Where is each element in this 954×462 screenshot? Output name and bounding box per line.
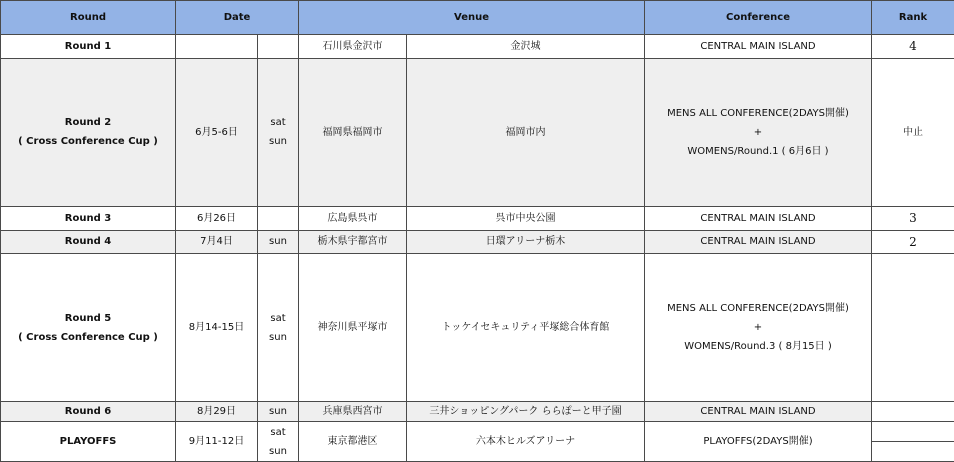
venue-cell: 金沢城 <box>407 35 645 59</box>
conference-cell <box>645 402 872 422</box>
round-label: Round 1 <box>65 41 111 52</box>
round-cell <box>1 254 176 402</box>
header-venue: Venue <box>299 1 645 35</box>
conference-label: CENTRAL MAIN ISLAND <box>700 41 815 52</box>
prefecture-cell: 栃木県宇都宮市 <box>299 230 407 254</box>
conference-label: CENTRAL MAIN ISLAND <box>700 406 815 417</box>
conference-label: PLAYOFFS(2DAYS開催) <box>703 436 812 447</box>
header-row <box>1 1 954 35</box>
round-cell <box>1 422 176 462</box>
conference-cell <box>645 206 872 230</box>
day-cell: sun <box>258 402 299 422</box>
date-cell: 8月29日 <box>176 402 258 422</box>
conference-plus: + <box>647 318 869 337</box>
conference-plus: + <box>647 123 869 142</box>
round-cell <box>1 402 176 422</box>
day-cell: sat sun <box>258 58 299 206</box>
table-row <box>1 254 954 402</box>
date-cell <box>176 35 258 59</box>
round-sublabel: ( Cross Conference Cup ) <box>3 328 173 347</box>
day-cell <box>258 35 299 59</box>
round-cell <box>1 35 176 59</box>
table-row <box>1 230 954 254</box>
header-rank: Rank <box>872 1 954 35</box>
prefecture-cell: 神奈川県平塚市 <box>299 254 407 402</box>
conference-label: CENTRAL MAIN ISLAND <box>700 236 815 247</box>
conference-cell <box>645 58 872 206</box>
table-row <box>1 58 954 206</box>
round-label: PLAYOFFS <box>60 436 117 447</box>
conference-cell <box>645 422 872 462</box>
header-round: Round <box>1 1 176 35</box>
day-cell: sat sun <box>258 254 299 402</box>
venue-cell: 三井ショッピングパーク ららぽーと甲子園 <box>407 402 645 422</box>
date-cell: 6月26日 <box>176 206 258 230</box>
rank-cell-bottom <box>872 442 954 462</box>
venue-cell: トッケイセキュリティ平塚総合体育館 <box>407 254 645 402</box>
date-cell: 9月11-12日 <box>176 422 258 462</box>
table-row <box>1 422 954 442</box>
venue-cell: 六本木ヒルズアリーナ <box>407 422 645 462</box>
round-cell <box>1 206 176 230</box>
rank-cell: 中止 <box>872 58 954 206</box>
rank-cell: 4 <box>872 35 954 59</box>
day-cell: sat sun <box>258 422 299 462</box>
round-label: Round 3 <box>65 213 111 224</box>
date-cell: 7月4日 <box>176 230 258 254</box>
conference-label-women: WOMENS/Round.1 ( 6月6日 ) <box>647 142 869 161</box>
table-row <box>1 206 954 230</box>
conference-label: MENS ALL CONFERENCE(2DAYS開催) <box>647 299 869 318</box>
round-cell <box>1 230 176 254</box>
header-conference: Conference <box>645 1 872 35</box>
prefecture-cell: 兵庫県西宮市 <box>299 402 407 422</box>
round-label: Round 5 <box>3 309 173 328</box>
rank-cell <box>872 402 954 422</box>
day-cell <box>258 206 299 230</box>
rank-cell: 2 <box>872 230 954 254</box>
rank-cell: 3 <box>872 206 954 230</box>
venue-cell: 福岡市内 <box>407 58 645 206</box>
conference-label: CENTRAL MAIN ISLAND <box>700 213 815 224</box>
conference-cell <box>645 230 872 254</box>
date-cell: 8月14-15日 <box>176 254 258 402</box>
conference-cell <box>645 254 872 402</box>
rank-cell-top <box>872 422 954 442</box>
conference-label-women: WOMENS/Round.3 ( 8月15日 ) <box>647 337 869 356</box>
round-sublabel: ( Cross Conference Cup ) <box>3 132 173 151</box>
table-row <box>1 35 954 59</box>
header-date: Date <box>176 1 299 35</box>
round-cell <box>1 58 176 206</box>
date-cell: 6月5-6日 <box>176 58 258 206</box>
conference-cell <box>645 35 872 59</box>
prefecture-cell: 福岡県福岡市 <box>299 58 407 206</box>
conference-label: MENS ALL CONFERENCE(2DAYS開催) <box>647 104 869 123</box>
rank-cell <box>872 254 954 402</box>
day-cell: sun <box>258 230 299 254</box>
prefecture-cell: 広島県呉市 <box>299 206 407 230</box>
prefecture-cell: 石川県金沢市 <box>299 35 407 59</box>
venue-cell: 日環アリーナ栃木 <box>407 230 645 254</box>
round-label: Round 2 <box>3 113 173 132</box>
round-label: Round 4 <box>65 236 111 247</box>
venue-cell: 呉市中央公園 <box>407 206 645 230</box>
round-label: Round 6 <box>65 406 111 417</box>
table-row <box>1 402 954 422</box>
prefecture-cell: 東京都港区 <box>299 422 407 462</box>
